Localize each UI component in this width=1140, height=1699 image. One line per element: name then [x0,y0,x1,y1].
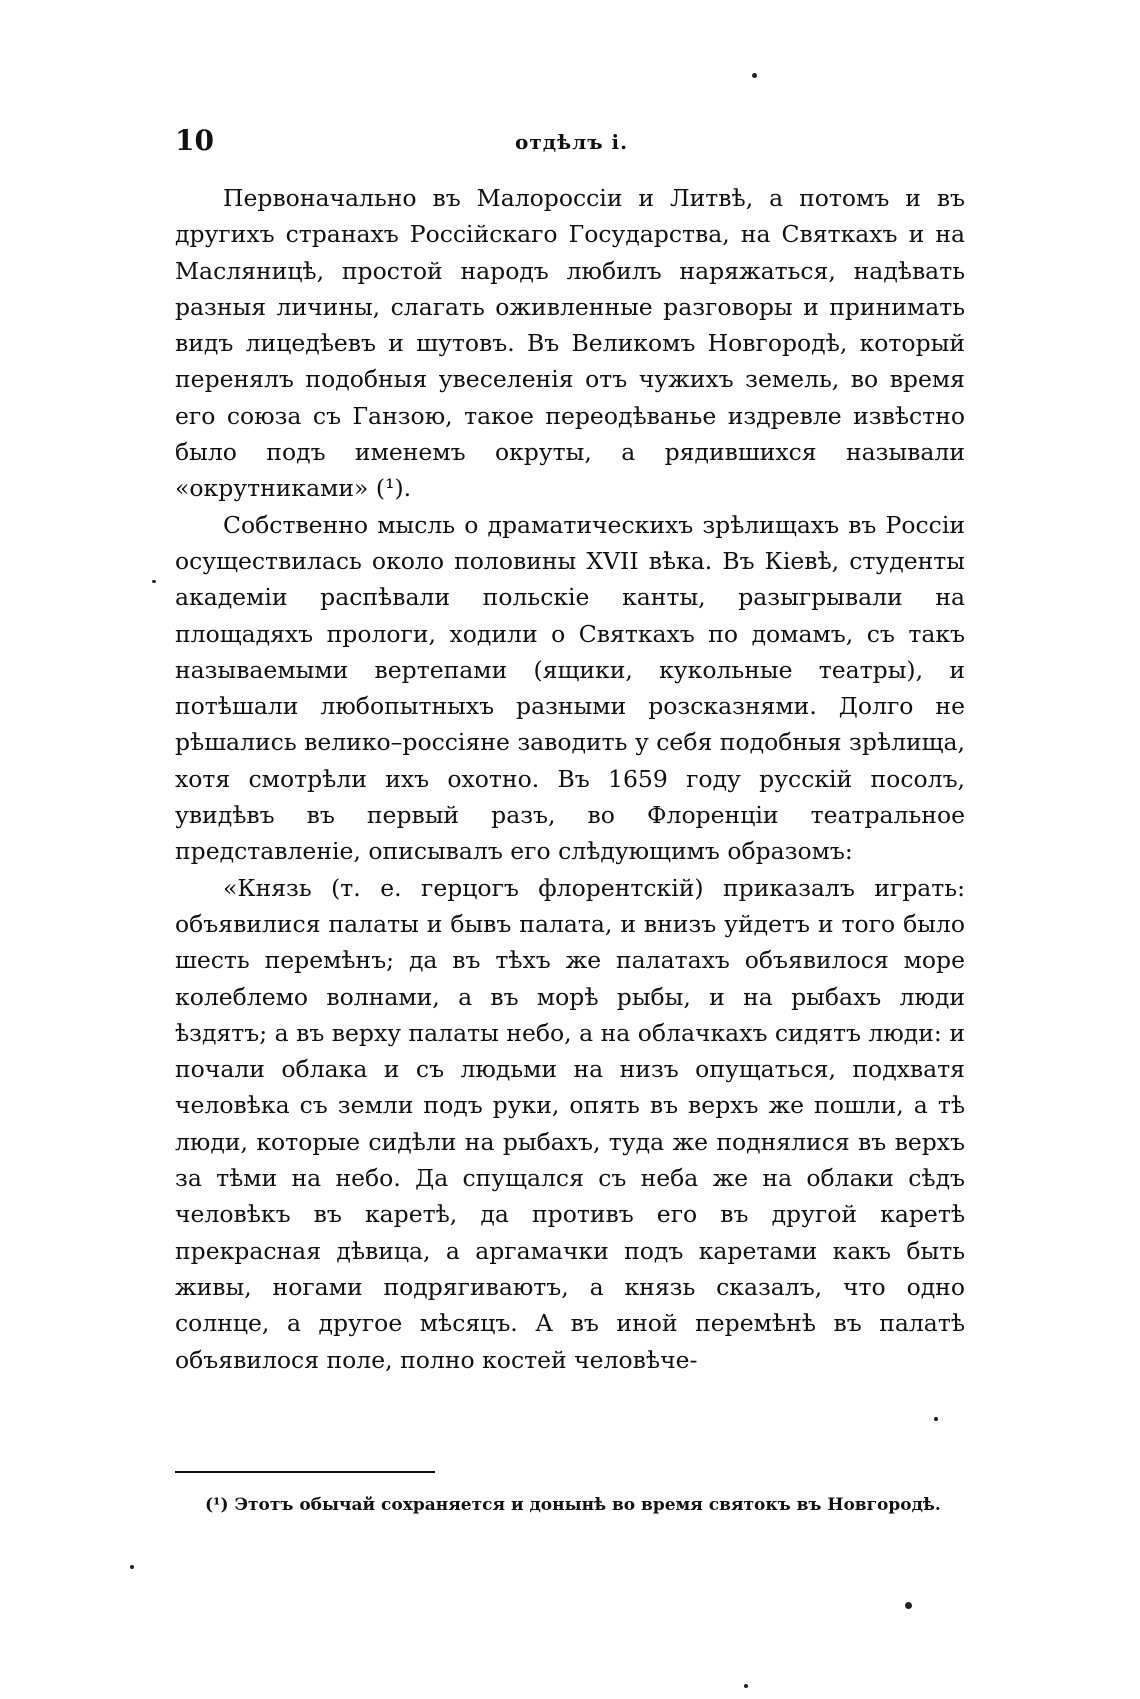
page-header [175,124,965,164]
scan-speck [152,580,156,583]
footnote-rule [175,1471,435,1473]
scan-speck [905,1602,912,1609]
paragraph-1: Первоначально въ Малороссіи и Литвѣ, а потомъ и въ другихъ странахъ Россійскаго Государства, на Святкахъ и на Масляницѣ, простой народъ любилъ наряжаться, надѣвать разныя личины, слагать оживленные разговоры и принимать видъ лицедѣевъ и шутовъ. Въ Великомъ Новгородѣ, который перенялъ подобныя увеселенія отъ чужихъ земель, во время его союза съ Ганзою, такое переодѣванье издревле извѣстно было подъ именемъ окруты, а рядившихся называли «окрутниками» (¹). [175,184,965,503]
scan-speck [752,73,757,78]
paragraph-2: Собственно мысль о драматическихъ зрѣлищахъ въ Россіи осуществилась около половины XVII вѣка. Въ Кіевѣ, студенты академіи распѣвали польскіе канты, разыгрывали на площадяхъ прологи, ходили о Святкахъ по домамъ, съ такъ называемыми вертепами (ящики, кукольные театры), и потѣшали любопытныхъ разными розсказнями. Долго не рѣшались велико–россіяне заводить у себя подобныя зрѣлища, хотя смотрѣли ихъ охотно. Въ 1659 году русскій посолъ, увидѣвъ въ первый разъ, во Флоренціи театральное представленіе, описывалъ его слѣдующимъ образомъ: [175,510,965,866]
scan-speck [744,1684,748,1688]
paragraph-3: «Князь (т. е. герцогъ флорентскій) приказалъ играть: объявилися палаты и бывъ палата, и внизъ уйдетъ и того было шесть перемѣнъ; да въ тѣхъ же палатахъ объявилося море колеблемо волнами, а въ морѣ рыбы, и на рыбахъ люди ѣздятъ; а въ верху палаты небо, а на облачкахъ сидятъ люди: и почали облака и съ людьми на низъ опущаться, подхватя человѣка съ земли подъ руки, опять въ верхъ же пошли, а тѣ люди, которые сидѣли на рыбахъ, туда же поднялися въ верхъ за тѣми на небо. Да спущался съ неба же на облаки сѣдъ человѣкъ въ каретѣ, да противъ его въ другой каретѣ прекрасная дѣвица, а аргамачки подъ каретами какъ быть живы, ногами подрягиваютъ, а князь сказалъ, что одно солнце, а другое мѣсяцъ. А въ иной перемѣнѣ въ палатѣ объявилося поле, полно костей человѣче- [175,873,965,1374]
scan-speck [130,1565,134,1569]
page-number: 10 [175,124,214,157]
footnote: (¹) Этотъ обычай сохраняется и донынѣ во время святокъ въ Новгородѣ. [205,1495,941,1515]
scan-speck [934,1417,938,1421]
body-text [175,180,965,1378]
running-head: отдѣлъ i. [515,130,629,154]
